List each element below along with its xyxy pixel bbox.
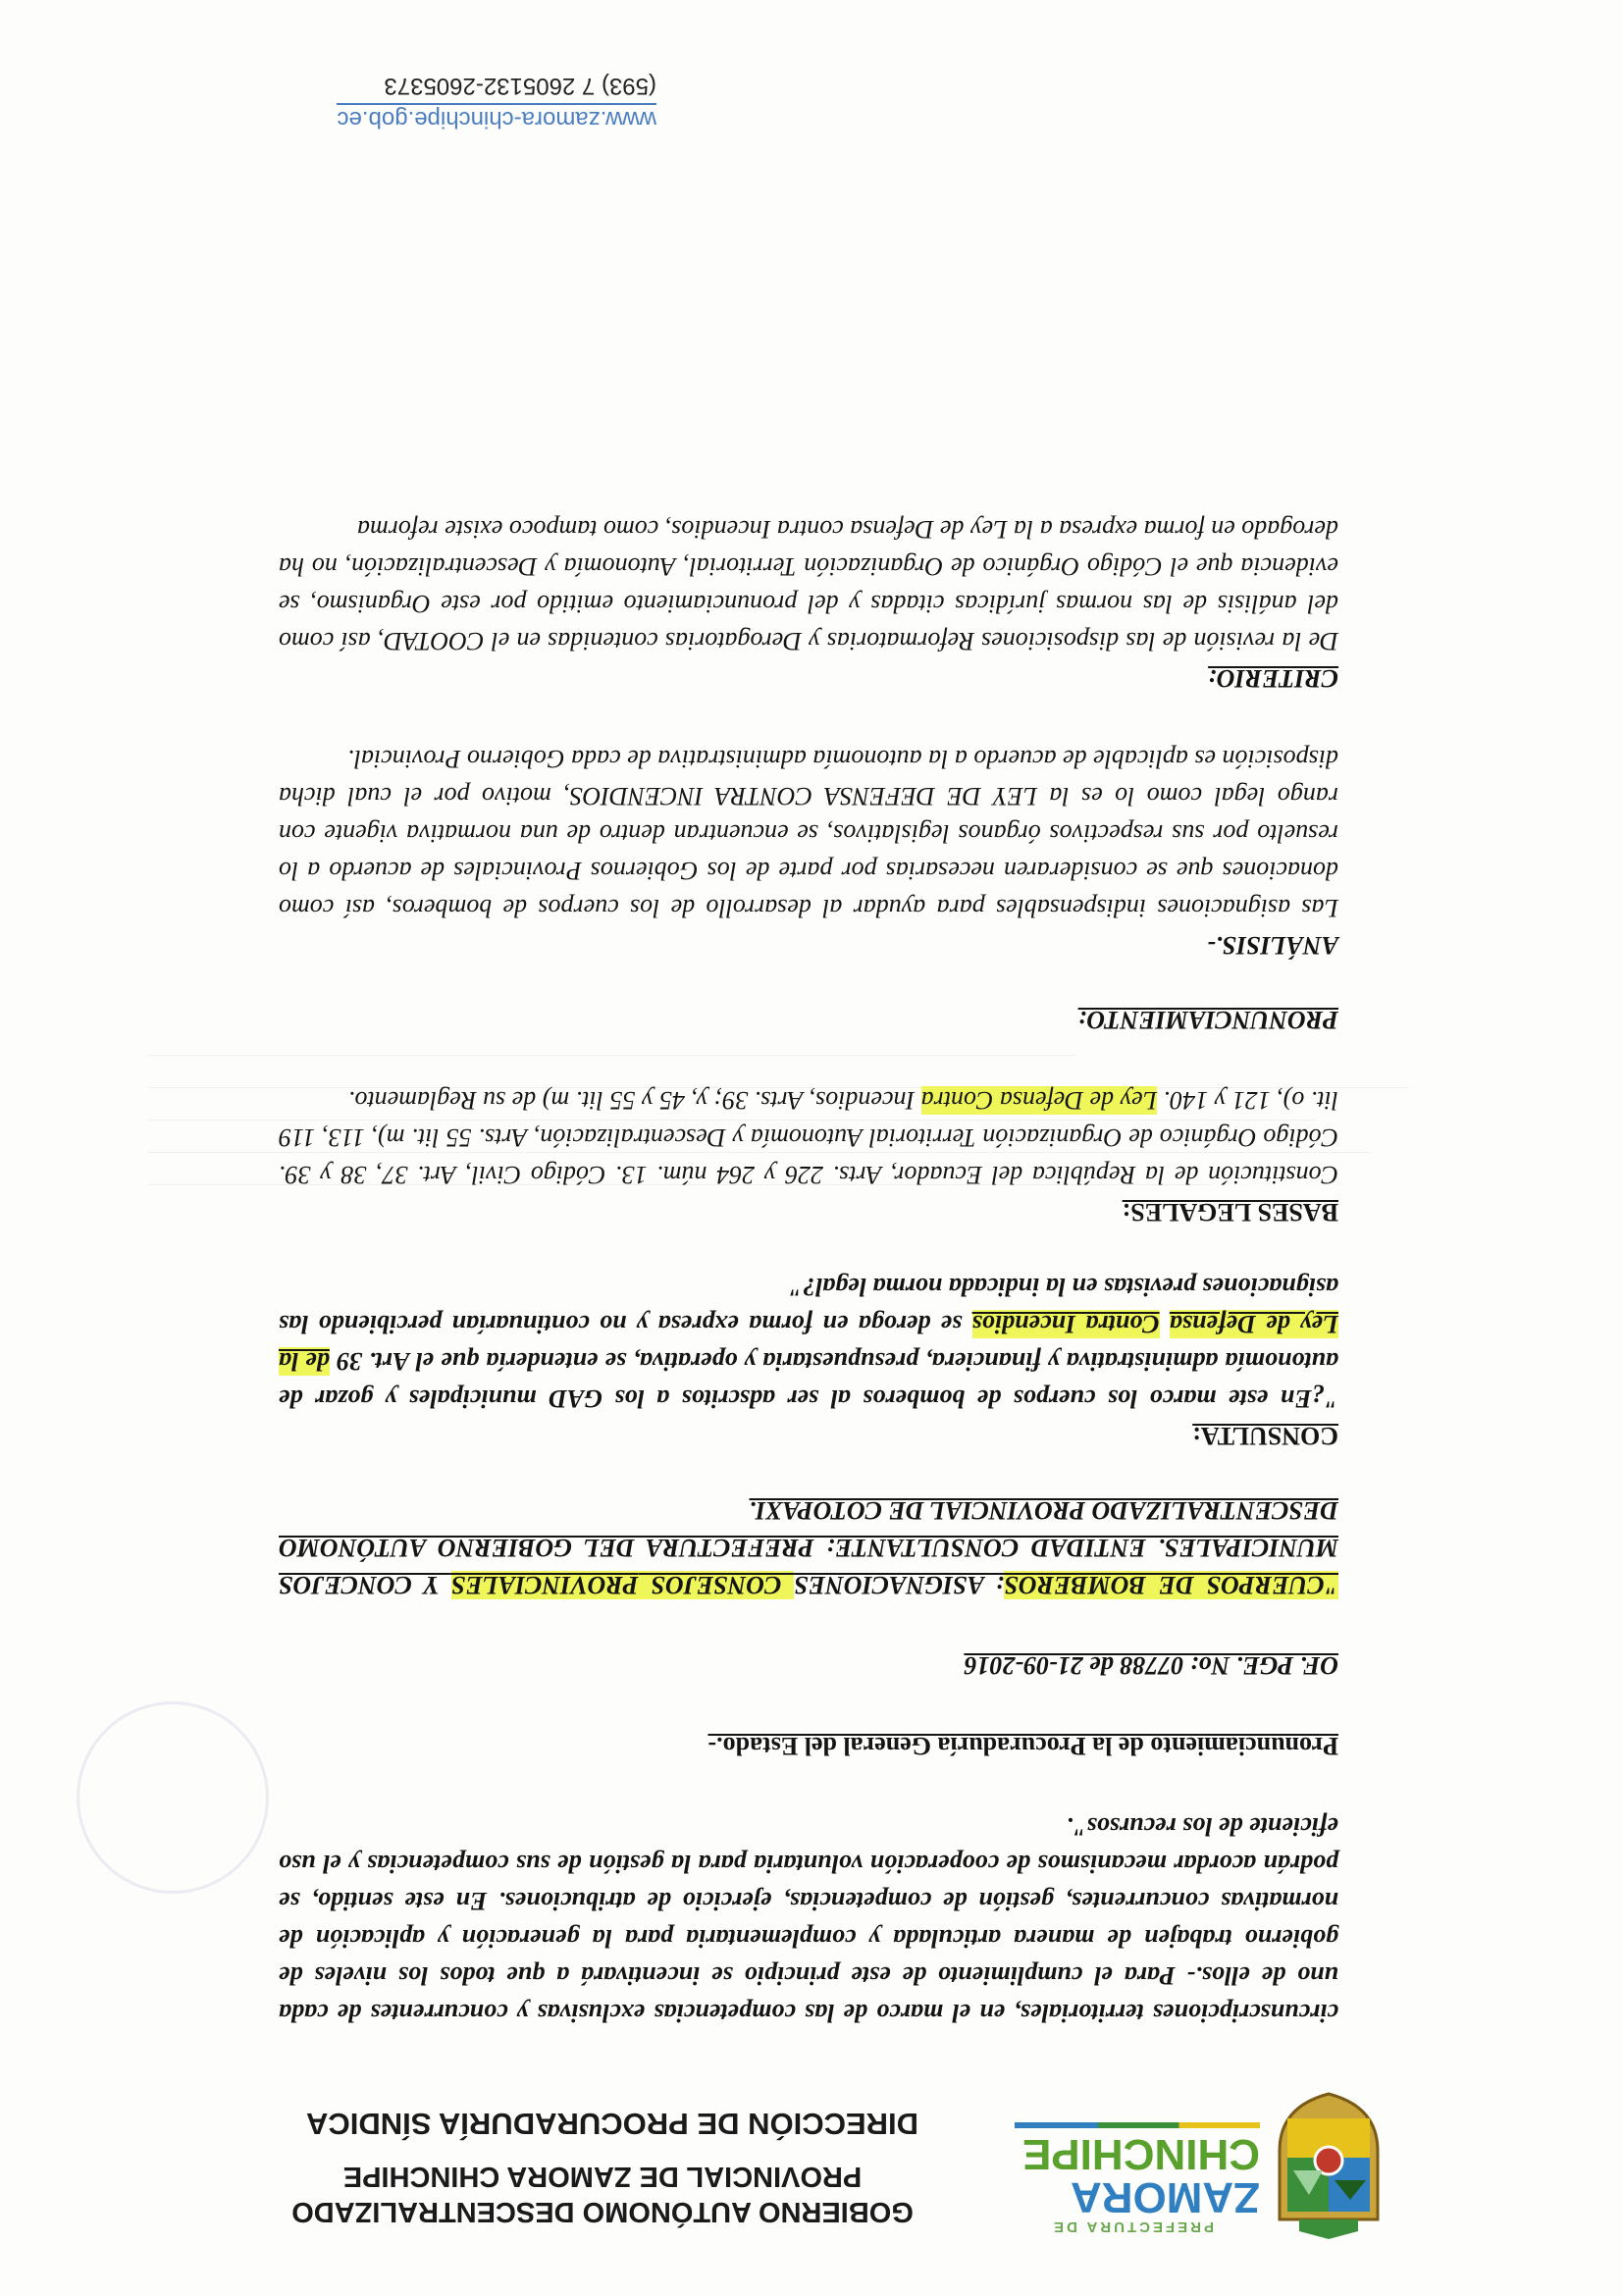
document-body xyxy=(279,510,1338,2031)
consulta-text-part2: se deroga en forma expresa y no continuarían percibiendo las asignaciones previstas en la indicada norma legal?" xyxy=(279,1273,1338,1338)
consulta-text-part1: "¿En este marco los cuerpos de bomberos al ser adscritos a los GAD municipales y gozar de autonomía administrativa y financiera, presupuestaria y operativa, se entendería que el Art. 39 xyxy=(279,1347,1338,1413)
consulta-highlight-ley: de la Ley de Defensa xyxy=(279,1310,1338,1376)
pronouncement-heading: Pronunciamiento de la Procuraduría General del Estado.- xyxy=(707,1732,1338,1760)
institution-title-line2: PROVINCIAL DE ZAMORA CHINCHIPE xyxy=(342,2161,863,2192)
consulta-highlight-incendios: Contra Incendios xyxy=(971,1310,1160,1338)
bases-legales-text xyxy=(279,1081,1338,1193)
subject-part-rest: Y CONCEJOS MUNICIPALES. ENTIDAD CONSULTANTE: PREFECTURA DEL GOBIERNO AUTÓNOMO DESCENTRALIZADO PROVINCIAL DE COTOPAXI. xyxy=(279,1496,1338,1599)
brand-name-chinchipe: CHINCHIPE xyxy=(1021,2130,1260,2178)
intro-quote: circunscripciones territoriales, en el marco de las competencias exclusivas y concurrentes de cada uno de ellos.- Para el cumplimiento de este principio se incentivará a que todos los niveles de gobierno trabajen de manera articulada y complementaria para la generación y aplicación de normativas concurrentes, gestión de competencias, ejercicio de atribuciones. En este sentido, se podrán acordar mecanismos de cooperación voluntaria para la gestión de sus competencias y el uso eficiente de los recursos". xyxy=(279,1812,1338,2027)
bases-text-part2: Incendios, Arts. 39; y, 45 y 55 lit. m) de su Reglamento. xyxy=(347,1086,921,1115)
subject-part-consejos: CONSEJOS xyxy=(638,1571,795,1599)
analisis-label: ANÁLISIS.- xyxy=(1207,931,1338,960)
consulta-label: CONSULTA: xyxy=(1192,1422,1338,1450)
bases-text-part1: Constitución de la República del Ecuador, Arts. 226 y 264 núm. 13. Código Civil, Art. 37, 38 y 39. Código Orgánico de Organización Territorial Autonomía y Descentralización, Arts. 55 lit. m), 113, 119 lit. o), 121 y 140. xyxy=(279,1086,1338,1189)
faint-stamp-bleed xyxy=(77,1701,269,1894)
brand-logo xyxy=(1005,2122,1260,2235)
brand-color-bar xyxy=(1015,2122,1260,2128)
subject-part-provinciales: PROVINCIALES xyxy=(450,1571,639,1599)
criterio-label: CRITERIO: xyxy=(1208,664,1338,693)
subject-part-bomberos: "CUERPOS DE BOMBEROS xyxy=(1004,1571,1338,1599)
subject-paragraph xyxy=(279,1491,1338,1603)
consulta-text xyxy=(279,1268,1338,1417)
office-reference: OF. PGE. No: 07788 de 21-09-2016 xyxy=(964,1651,1338,1680)
analisis-text: Las asignaciones indispensables para ayudar al desarrollo de los cuerpos de bomberos, así como donaciones que se consideraren necesarias por parte de los Gobiernos Provinciales de acuerdo a lo resuelto por sus respectivos órganos legislativos, se encuentran dentro de una normativa vigente con rango legal como lo es la LEY DE DEFENSA CONTRA INCENDIOS, motivo por el cual dicha disposición es aplicable de acuerdo a la autonomía administrativa de cada Gobierno Provincial. xyxy=(279,745,1338,922)
institution-title xyxy=(230,2159,975,2229)
page-footer xyxy=(264,72,656,132)
criterio-text: De la revisión de las disposiciones Reformatorias y Derogatorias contenidas en el COOTAD, así como del análisis de las normas jurídicas citadas y del pronunciamiento emitido por este Organismo, se evidencia que el Código Orgánico de Organización Territorial, Autonomía y Descentralización, no ha derogado en forma expresa a la Ley de Defensa contra Incendios, como tampoco existe reforma xyxy=(279,515,1338,655)
department-title: DIRECCIÓN DE PROCURADURÍA SÍNDICA xyxy=(305,2107,919,2141)
brand-name-zamora: ZAMORA xyxy=(1070,2173,1260,2221)
letterhead xyxy=(0,2041,1623,2257)
provincial-crest-icon xyxy=(1270,2092,1387,2239)
institution-title-line1: GOBIERNO AUTÓNOMO DESCENTRALIZADO xyxy=(291,2196,914,2227)
bases-legales-label: BASES LEGALES: xyxy=(1122,1198,1338,1226)
phone-number: (593) 7 2605132-2605373 xyxy=(384,73,656,99)
bases-highlight-ley: Ley de Defensa Contra xyxy=(920,1086,1158,1115)
subject-part-asignaciones: : ASIGNACIONES xyxy=(794,1571,1005,1599)
website-link[interactable]: www.zamora-chinchipe.gob.ec xyxy=(338,103,657,132)
pronunciamiento-label: PRONUNCIAMIENTO: xyxy=(1077,1006,1338,1034)
brand-prefix: PREFECTURA DE xyxy=(1051,2218,1214,2235)
